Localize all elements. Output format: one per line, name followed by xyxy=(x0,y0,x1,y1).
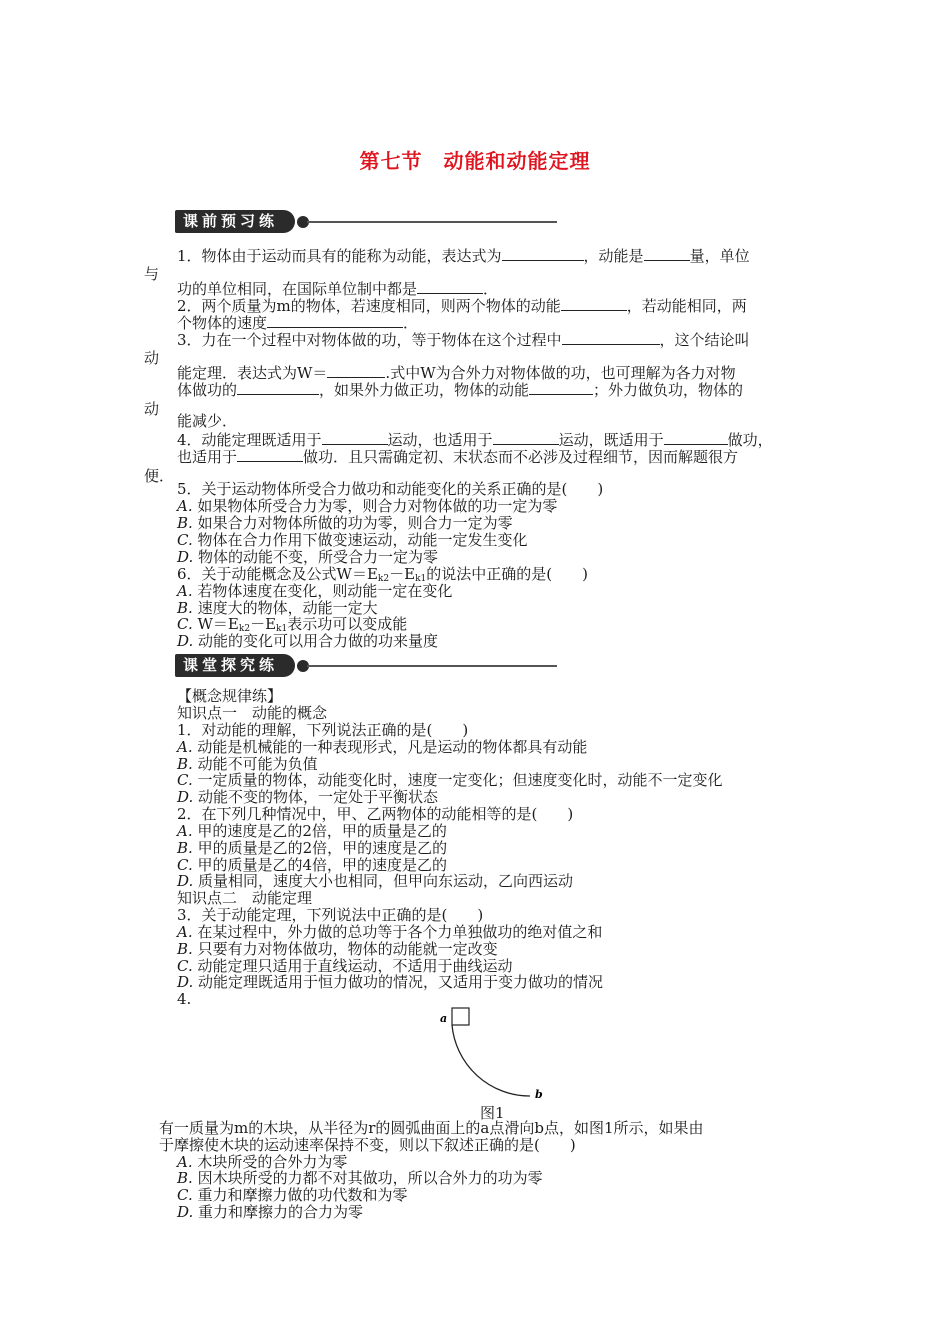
option-line: A. 在某过程中，外力做的总功等于各个力单独做功的绝对值之和 xyxy=(177,923,603,941)
subsection-heading: 【概念规律练】 xyxy=(177,687,283,705)
option-line: D. 质量相同，速度大小也相同，但甲向东运动，乙向西运动 xyxy=(177,872,574,890)
point-a-label: a xyxy=(440,1012,448,1025)
option-line: B. 甲的质量是乙的2倍，甲的速度是乙的 xyxy=(177,839,448,857)
option-line: C. 物体在合力作用下做变速运动，动能一定发生变化 xyxy=(177,531,528,549)
arc-curve xyxy=(452,1025,530,1096)
question-line: 能定理．表达式为W＝ .式中W为合外力对物体做的功，也可理解为各力对物 xyxy=(177,364,736,382)
knowledge-point: 知识点一 动能的概念 xyxy=(177,704,328,722)
question-number: 4. xyxy=(177,990,192,1008)
point-b-label: b xyxy=(535,1088,543,1101)
block-square xyxy=(452,1008,469,1025)
option-line: C. 动能定理只适用于直线运动，不适用于曲线运动 xyxy=(177,957,513,975)
question-line: 3．关于动能定理，下列说法中正确的是( ) xyxy=(177,906,484,924)
banner-label: 课前预习练 xyxy=(175,210,295,233)
banner-label: 课堂探究练 xyxy=(175,654,295,677)
option-line: B. 因木块所受的力都不对其做功，所以合外力的功为零 xyxy=(177,1169,543,1187)
question-line: 6．关于动能概念及公式$W=E_{k2}-E_{k1}$的说法中正确的是( ) xyxy=(177,565,588,584)
question-line: 1．物体由于运动而具有的能称为动能，表达式为 ，动能是 量，单位 xyxy=(177,247,750,265)
option-line: B. 速度大的物体，动能一定大 xyxy=(177,599,378,617)
question-line: 1．对动能的理解，下列说法正确的是( ) xyxy=(177,721,469,739)
side-char: 动 xyxy=(144,400,160,418)
question-line: 功的单位相同，在国际单位制中都是 ． xyxy=(177,280,499,298)
question-line: 体做功的 ，如果外力做正功，物体的动能 ；外力做负功，物体的 xyxy=(177,381,744,399)
option-line: D. 物体的动能不变，所受合力一定为零 xyxy=(177,548,439,566)
figure-arc-diagram xyxy=(430,1000,560,1105)
side-char: 动 xyxy=(144,349,160,367)
side-char: 便． xyxy=(144,467,175,485)
option-line: A. 如果物体所受合力为零，则合力对物体做的功一定为零 xyxy=(177,497,558,515)
side-char: 与 xyxy=(144,265,160,283)
option-line: A. 若物体速度在变化，则动能一定在变化 xyxy=(177,582,453,600)
question-line: 有一质量为m的木块，从半径为r的圆弧曲面上的a点滑向b点，如图1所示，如果由 xyxy=(159,1119,704,1137)
option-line: C. 甲的质量是乙的4倍，甲的速度是乙的 xyxy=(177,856,448,874)
option-line: C. 一定质量的物体，动能变化时，速度一定变化；但速度变化时，动能不一定变化 xyxy=(177,771,723,789)
figure-caption: 图1 xyxy=(480,1104,505,1122)
question-line: 3．力在一个过程中对物体做的功，等于物体在这个过程中 ，这个结论叫 xyxy=(177,331,750,349)
option-line: D. 重力和摩擦力的合力为零 xyxy=(177,1203,364,1221)
option-line: B. 只要有力对物体做功，物体的动能就一定改变 xyxy=(177,940,498,958)
option-line: A. 木块所受的合外力为零 xyxy=(177,1153,348,1171)
page-title: 第七节 动能和动能定理 xyxy=(359,149,591,173)
question-line: 2．两个质量为m的物体，若速度相同，则两个物体的动能 ，若动能相同，两 xyxy=(177,297,747,315)
option-line: D. 动能定理既适用于恒力做功的情况，又适用于变力做功的情况 xyxy=(177,973,604,991)
question-line: 4．动能定理既适用于 运动，也适用于 运动，既适用于 做功， xyxy=(177,431,773,449)
question-line: 个物体的速度 ． xyxy=(177,314,419,332)
question-line: 能减少． xyxy=(177,412,238,430)
question-line: 于摩擦使木块的运动速率保持不变，则以下叙述正确的是( ) xyxy=(159,1136,576,1154)
option-line: A. 甲的速度是乙的2倍，甲的质量是乙的 xyxy=(177,822,447,840)
knowledge-point: 知识点二 动能定理 xyxy=(177,889,313,907)
question-line: 2．在下列几种情况中，甲、乙两物体的动能相等的是( ) xyxy=(177,805,574,823)
option-line: C. 重力和摩擦力做的功代数和为零 xyxy=(177,1186,408,1204)
option-line: D. 动能的变化可以用合力做的功来量度 xyxy=(177,632,439,650)
option-line: D. 动能不变的物体，一定处于平衡状态 xyxy=(177,788,439,806)
banner-rule xyxy=(307,665,557,667)
option-line: A. 动能是机械能的一种表现形式，凡是运动的物体都具有动能 xyxy=(177,738,588,756)
option-line: B. 动能不可能为负值 xyxy=(177,755,318,773)
option-line: B. 如果合力对物体所做的功为零，则合力一定为零 xyxy=(177,514,513,532)
banner-rule xyxy=(307,221,557,223)
question-line: 5．关于运动物体所受合力做功和动能变化的关系正确的是( ) xyxy=(177,480,604,498)
option-line: C. $W=E_{k2}-E_{k1}$表示功可以变成能 xyxy=(177,615,408,634)
question-line: 也适用于 做功．且只需确定初、末状态而不必涉及过程细节，因而解题很方 xyxy=(177,448,739,466)
